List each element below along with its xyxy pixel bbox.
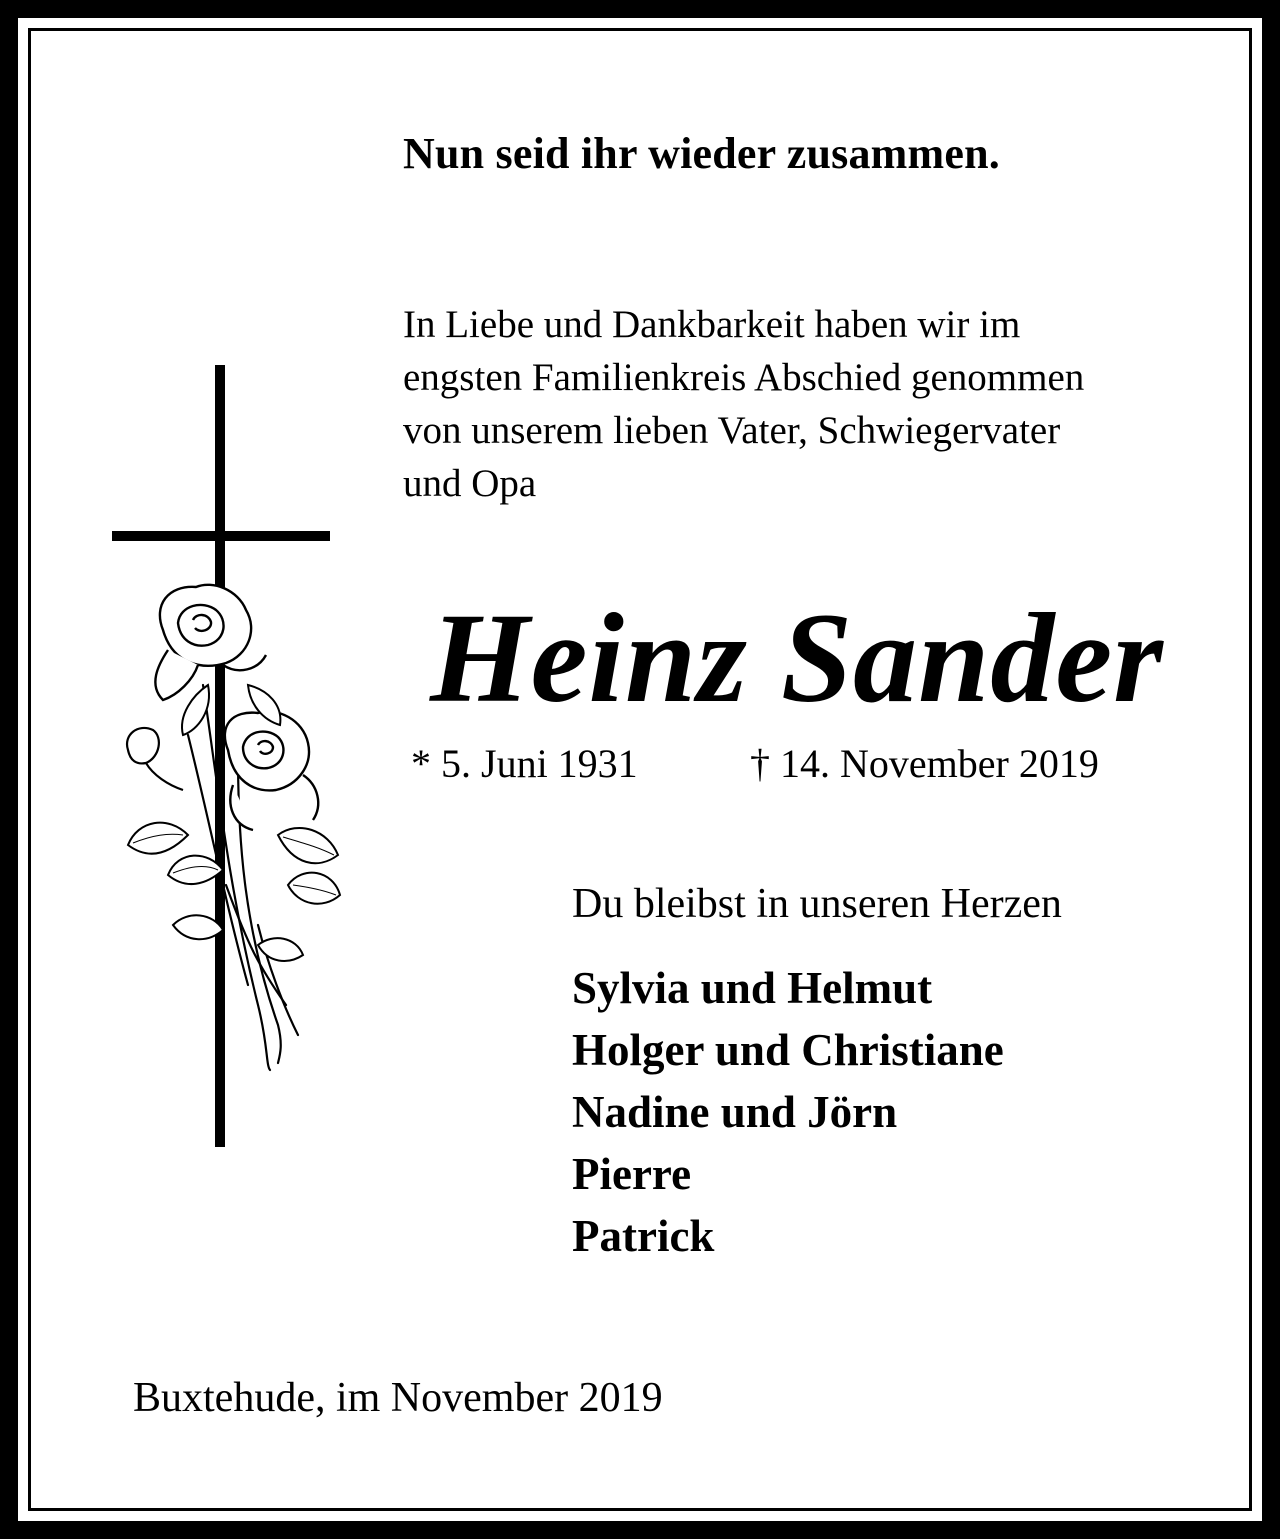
birth-date: * 5. Juni 1931 <box>411 741 638 786</box>
notice-card <box>18 18 1262 1521</box>
farewell-line: Du bleibst in unseren Herzen <box>572 881 1062 927</box>
place-and-date: Buxtehude, im November 2019 <box>133 1375 663 1421</box>
mourner-name: Holger und Christiane <box>572 1025 1004 1075</box>
mourner-name: Nadine und Jörn <box>572 1087 898 1137</box>
intro-line: von unserem lieben Vater, Schwiegervater <box>403 409 1061 452</box>
intro-line: und Opa <box>403 462 537 505</box>
mourners-list <box>572 957 1004 1267</box>
mourner-name: Patrick <box>572 1211 715 1261</box>
notice-intro <box>403 298 1223 510</box>
deceased-name: Heinz Sander <box>430 587 1164 729</box>
notice-headline: Nun seid ihr wieder zusammen. <box>403 129 1000 178</box>
intro-line: engsten Familienkreis Abschied genommen <box>403 356 1085 399</box>
death-date: † 14. November 2019 <box>750 741 1099 786</box>
cross-with-roses-icon <box>108 365 348 1155</box>
mourner-name: Pierre <box>572 1149 692 1199</box>
intro-line: In Liebe und Dankbarkeit haben wir im <box>403 303 1021 346</box>
mourner-name: Sylvia und Helmut <box>572 963 933 1013</box>
life-dates <box>411 740 1099 787</box>
